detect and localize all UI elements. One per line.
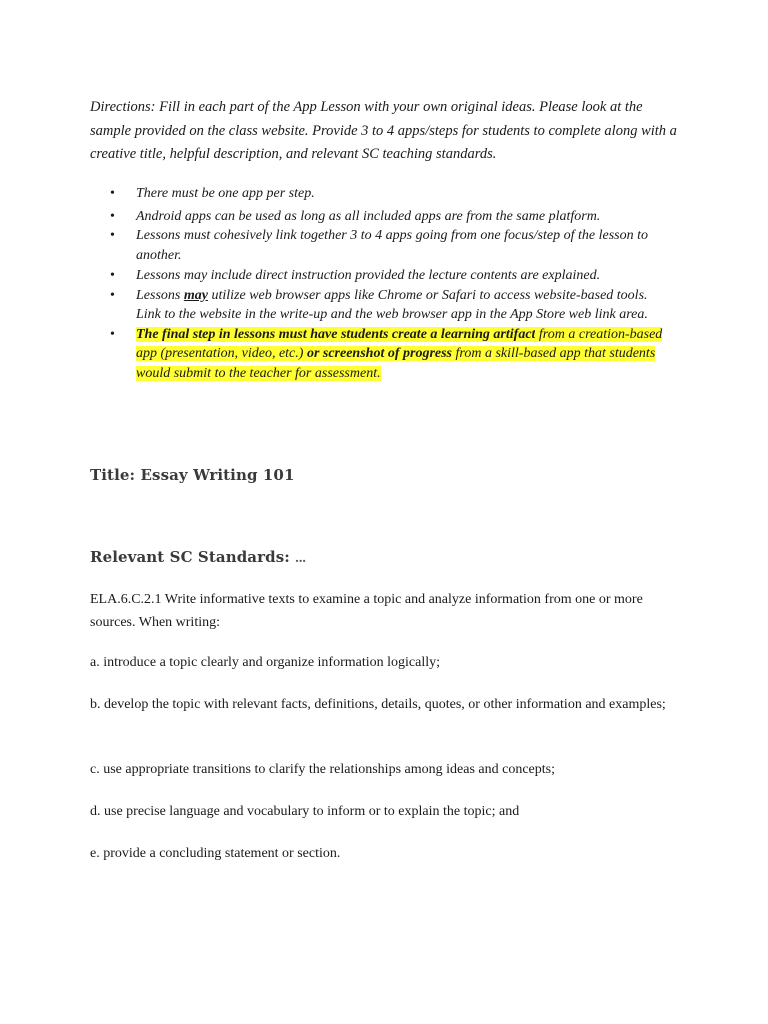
standards-ellipsis: ... [295,551,307,566]
rules-list [108,184,674,383]
standards-heading: Relevant SC Standards: ... [90,548,307,566]
rule-item-cohesive-link: • Lessons must cohesively link together 3 to 4 apps going from one focus/step of the lesson to another. [108,226,674,265]
directions-paragraph: Directions: Fill in each part of the App Lesson with your own original ideas. Please look at the sample provided on the class website. Provide 3 to 4 apps/steps for students to complete along with a creative title, helpful description, and relevant SC teaching standards. [90,99,677,162]
rule-item-final-step-highlighted: • The final step in lessons must have students create a learning artifact from a creation-based app (presentation, video, etc.) or screenshot of progress from a skill-based app that students would submit to the teacher for assessment. [108,325,674,384]
standard-item-d: d. use precise language and vocabulary to inform or to explain the topic; and [90,804,520,819]
rule-item-web-browser-apps: • Lessons may utilize web browser apps like Chrome or Safari to access website-based tools. Link to the website in the write-up and the web browser app in the App Store web link area. [108,286,674,325]
standard-item-c: c. use appropriate transitions to clarify the relationships among ideas and concepts; [90,762,555,777]
rule-item-direct-instruction: • Lessons may include direct instruction provided the lecture contents are explained. [108,266,674,286]
highlight-screenshot-progress: or screenshot of progress [303,346,453,361]
standard-item-e: e. provide a concluding statement or section. [90,846,341,861]
standard-item-a: a. introduce a topic clearly and organize information logically; [90,655,440,670]
emphasis-may: may [183,287,208,303]
rule-item-android-apps: • Android apps can be used as long as all included apps are from the same platform. [108,207,674,227]
lesson-title: Title: Essay Writing 101 [90,466,295,484]
rule-item-one-app-per-step: • There must be one app per step. [108,184,674,204]
standard-ela-6-c-2-1: ELA.6.C.2.1 Write informative texts to examine a topic and analyze information from one or more sources. When writing: [90,592,643,630]
standard-item-b: b. develop the topic with relevant facts, definitions, details, quotes, or other information and examples; [90,697,666,712]
highlight-learning-artifact: The final step in lessons must have students create a learning artifact [136,326,536,342]
